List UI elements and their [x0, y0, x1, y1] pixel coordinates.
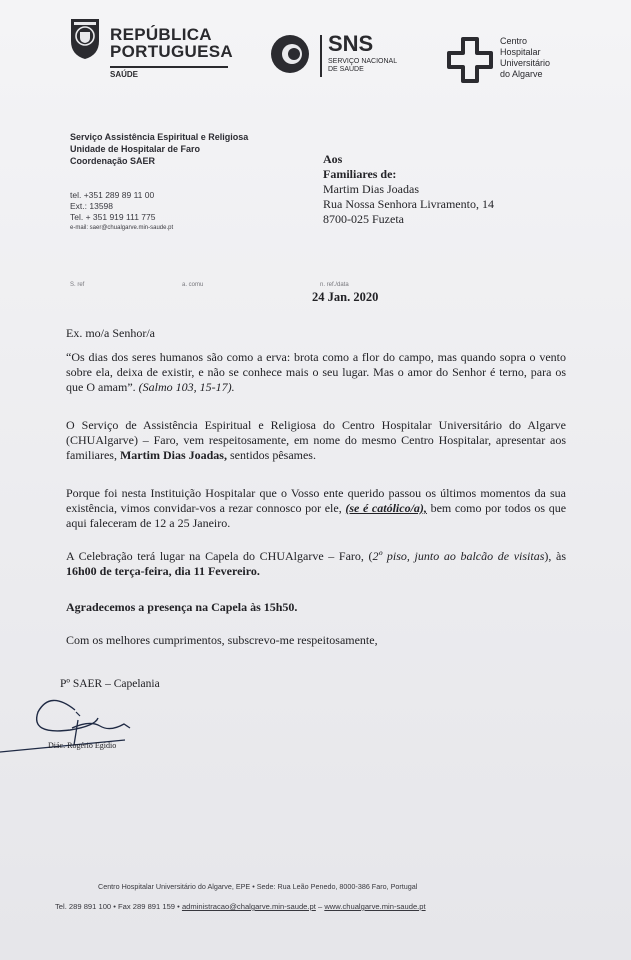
attendance-note: Agradecemos a presença na Capela às 15h50.: [66, 600, 298, 614]
signature-role: Pº SAER – Capelania: [60, 678, 160, 690]
chua-logo-text: Centro Hospitalar Universitário do Algarve: [500, 36, 551, 79]
portuguese-republic-emblem-icon: [68, 15, 102, 61]
hospital-cross-icon: [445, 35, 495, 85]
sender-block: Serviço Assistência Espiritual e Religiosa Unidade de Hospitalar de Faro Coordenação SAER: [70, 132, 249, 166]
republica-saude-label: SAÚDE: [110, 70, 139, 79]
footer-address: Centro Hospitalar Universitário do Algarve, EPE • Sede: Rua Leão Penedo, 8000-386 Faro, Portugal: [98, 882, 418, 891]
invitation-paragraph: Porque foi nesta Instituição Hospitalar que o Vosso ente querido passou os últimos momentos da sua existência, vimos convidar-vos a rezar connosco por ele, (se é católico/a), bem como por todos os que aqui faleceram de 12 a 25 Janeiro.: [66, 486, 567, 530]
sns-divider: [320, 35, 322, 77]
ref-label-1: S. ref: [70, 282, 85, 288]
republica-portuguesa-wordmark: REPÚBLICA PORTUGUESA: [110, 25, 233, 61]
sns-title: SNS: [328, 31, 374, 56]
logo-divider: [110, 66, 228, 68]
psalm-quote-paragraph: “Os dias dos seres humanos são como a erva: brota como a flor do campo, mas quando sopra o vento sobre ela, deixa de existir, e não se conhece mais o seu lugar. Mas o amor do Senhor é terno, para os que O amam”. (Salmo 103, 15-17).: [66, 350, 566, 394]
celebration-paragraph: A Celebração terá lugar na Capela do CHUAlgarve – Faro, (2º piso, junto ao balcão de visitas), às 16h00 de terça-feira, dia 11 Fevereiro.: [66, 549, 567, 578]
greeting: Ex. mo/a Senhor/a: [66, 326, 155, 340]
signature-name: Diác. Rogério Egídio: [48, 741, 117, 750]
condolences-paragraph: O Serviço de Assistência Espiritual e Religiosa do Centro Hospitalar Universitário do Algarve (CHUAlgarve) – Faro, vem respeitosamente, em nome do mesmo Centro Hospitalar, apresentar aos familiares, Martim Dias Joadas, sentidos pêsames.: [66, 418, 566, 462]
footer-website-link[interactable]: www.chualgarve.min-saude.pt: [324, 902, 426, 911]
closing-line: Com os melhores cumprimentos, subscrevo-me respeitosamente,: [66, 633, 378, 647]
sns-logo-icon: [269, 33, 311, 75]
letter-date: 24 Jan. 2020: [312, 290, 379, 304]
ref-label-3: n. ref./data: [320, 282, 349, 288]
sns-subtitle: SERVIÇO NACIONAL DE SAÚDE: [328, 58, 398, 73]
sender-contacts: tel. +351 289 89 11 00 Ext.: 13598 Tel. + 351 919 111 775 e-mail: saer@chualgarve.min-saude.pt: [70, 190, 174, 231]
addressee-block: Aos Familiares de: Martim Dias Joadas Rua Nossa Senhora Livramento, 14 8700-025 Fuzeta: [323, 152, 494, 226]
ref-label-2: a. comu: [182, 282, 204, 288]
footer-contacts: Tel. 289 891 100 • Fax 289 891 159 • administracao@chalgarve.min-saude.pt – www.chualgarve.min-saude.pt: [55, 902, 426, 911]
footer-email-link[interactable]: administracao@chalgarve.min-saude.pt: [181, 902, 316, 911]
